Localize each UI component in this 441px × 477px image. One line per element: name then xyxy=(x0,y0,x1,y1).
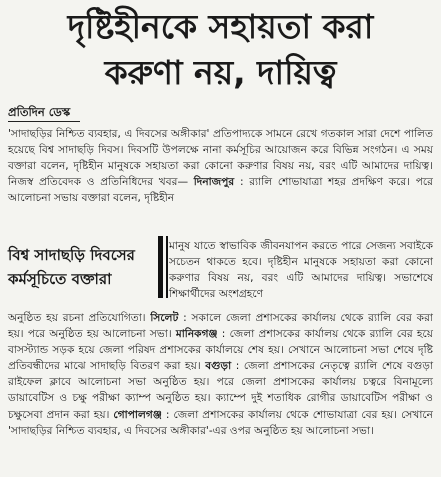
gopalganj-text: : জেলা প্রশাসকের কার্যালয় থেকে শোভাযাত্রা বের হয়। সেখানে 'সাদাছড়ির নিশ্চিত ব্যবহার, এ দিবসের অঙ্গীকার'-এর ওপর অনুষ্ঠিত হয় আলোচনা সভা। xyxy=(8,408,433,437)
paragraph-districts xyxy=(8,310,433,439)
sylhet-text: : সকালে জেলা প্রশাসকের কার্যালয় থেকে র‌্যালি বের করা হয়। পরে অনুষ্ঠিত হয় আলোচনা সভা। xyxy=(8,312,433,341)
side-heading-line-2: কর্মসূচিতে বক্তারা xyxy=(8,270,112,288)
paragraph-right-column: মানুষ যাতে স্বাভাবিক জীবনযাপন করতে পারে সেজন্য সবাইকে সচেতন থাকতে হবে। দৃষ্টিহীন মানুষকে সহায়তা করা কোনো করুণার বিষয় নয়, বরং এটি আমাদের দায়িত্ব। সভাশেষে শিক্ষার্থীদের অংশগ্রহণে xyxy=(169,240,433,301)
place-sylhet: সিলেট xyxy=(150,312,179,324)
intro-text: 'সাদাছড়ির নিশ্চিত ব্যবহার, এ দিবসের অঙ্গীকার' প্রতিপাদ্যকে সামনে রেখে গতকাল সারা দেশে পালিত হয়েছে বিশ্ব সাদাছড়ি দিবস। দিবসটি উপলক্ষে নানা কর্মসূচির আয়োজন করে বিভিন্ন সংগঠন। এ সময় বক্তারা বলেন, দৃষ্টিহীন মানুষকে সহায়তা করা কোনো করুণার বিষয় নয়, বরং এটি আমাদের দায়িত্ব। নিজস্ব প্রতিবেদক ও প্রতিনিধিদের খবর— xyxy=(8,128,433,189)
place-manikganj: মানিকগঞ্জ xyxy=(175,328,218,341)
place-dinajpur: দিনাজপুর xyxy=(193,176,235,189)
side-heading-line-1: বিশ্ব সাদাছড়ি দিবসের xyxy=(8,246,135,264)
place-gopalganj: গোপালগঞ্জ xyxy=(113,408,162,421)
side-heading-box xyxy=(8,236,163,298)
headline-line-1: দৃষ্টিহীনকে সহায়তা করা xyxy=(67,7,374,46)
place-bogura: বগুড়া xyxy=(205,360,232,373)
paragraph-intro xyxy=(8,126,433,206)
bogura-text: : জেলা প্রশাসকের নেতৃত্বে র‌্যালি শেষে বগুড়া রাইফেল ক্লাবে আলোচনা সভা অনুষ্ঠিত হয়। পরে জেলা প্রশাসকের কার্যালয় চত্বরে বিনামূল্যে ডায়াবেটিস ও চক্ষু পরীক্ষা ক্যাম্প অনুষ্ঠিত হয়। ক্যাম্পে দুই শতাধিক রোগীর ডায়াবেটিস পরীক্ষা ও চক্ষুসেবা প্রদান করা হয়। xyxy=(8,360,434,421)
bottom-text-1: অনুষ্ঠিত হয় রচনা প্রতিযোগিতা। xyxy=(8,312,146,324)
byline-underline xyxy=(8,121,80,122)
headline xyxy=(0,4,441,96)
desk-byline: প্রতিদিন ডেস্ক xyxy=(8,105,71,119)
headline-line-2: করুণা নয়, দায়িত্ব xyxy=(104,53,337,92)
manikganj-text: : জেলা প্রশাসকের কার্যালয় থেকে র‌্যালি বের হয়ে বাসস্ট্যান্ড সড়ক হয়ে জেলা পরিষদ প্রশাসকের কার্যালয়ে শেষ হয়। সেখানে আলোচনা সভা শেষে দৃষ্টি প্রতিবন্ধীদের মাঝে সাদাছড়ি বিতরণ করা হয়। xyxy=(8,328,433,373)
dinajpur-text: : র‌্যালি শোভাযাত্রা শহর প্রদক্ষিণ করে। পরে আলোচনা সভায় বক্তারা বলেন, দৃষ্টিহীন xyxy=(8,176,433,205)
